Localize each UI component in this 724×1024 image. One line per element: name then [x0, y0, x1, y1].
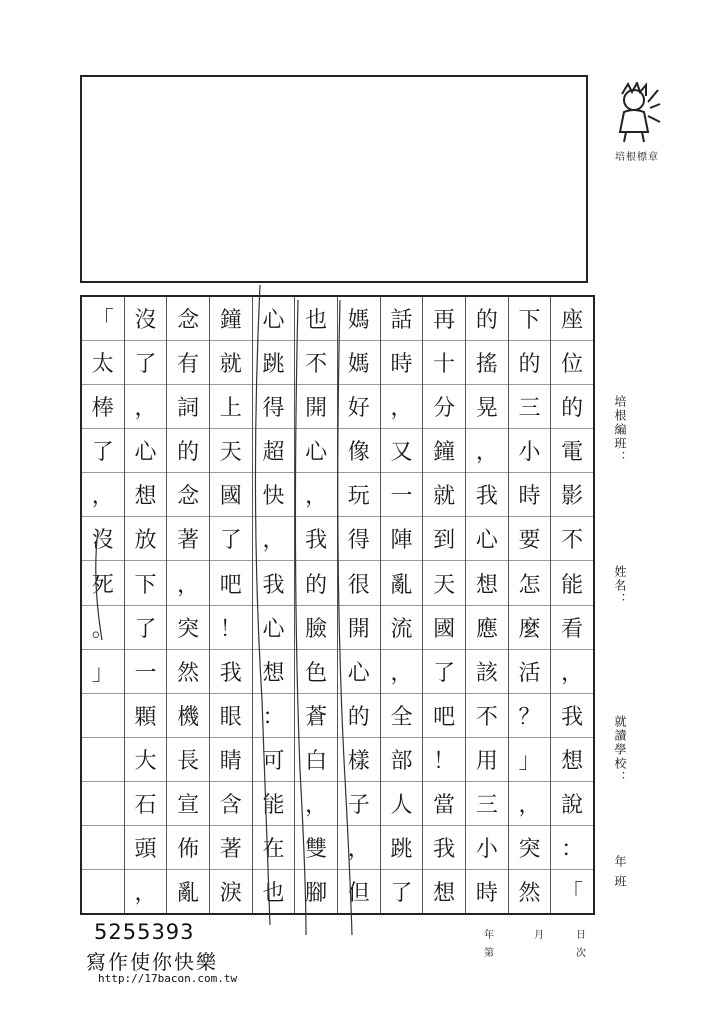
- essay-cell: ？: [509, 693, 551, 737]
- essay-cell: 沒: [134, 308, 157, 334]
- essay-cell: 媽: [338, 340, 380, 384]
- essay-cell: 得: [338, 516, 380, 560]
- essay-cell: 就: [210, 340, 252, 384]
- essay-cell: 的: [295, 560, 337, 604]
- essay-cell: ，: [295, 472, 337, 516]
- essay-cell: 亂: [167, 869, 209, 913]
- essay-cell: 國: [423, 605, 465, 649]
- essay-cell: 的: [167, 428, 209, 472]
- footer-url: http://17bacon.com.tw: [98, 972, 238, 985]
- essay-cell: ，: [82, 472, 124, 516]
- date-day-label: 日: [576, 930, 586, 941]
- essay-cell: 天: [423, 560, 465, 604]
- essay-cell: 晃: [466, 384, 508, 428]
- essay-cell: 要: [509, 516, 551, 560]
- essay-cell: 人: [381, 781, 423, 825]
- essay-cell: 睛: [210, 737, 252, 781]
- essay-cell: 三: [466, 781, 508, 825]
- essay-cell: 應: [466, 605, 508, 649]
- essay-cell: 不: [295, 340, 337, 384]
- essay-cell: 好: [338, 384, 380, 428]
- essay-cell: 心: [466, 516, 508, 560]
- essay-cell: 跳: [381, 825, 423, 869]
- essay-cell: 我: [466, 472, 508, 516]
- essay-cell: 就: [423, 472, 465, 516]
- essay-cell: [82, 737, 124, 781]
- essay-cell: [82, 693, 124, 737]
- essay-cell: ，: [125, 869, 167, 913]
- essay-cell: 心: [295, 428, 337, 472]
- essay-cell: 也: [253, 869, 295, 913]
- essay-cell: 三: [509, 384, 551, 428]
- essay-cell: 很: [338, 560, 380, 604]
- essay-cell: 了: [381, 869, 423, 913]
- essay-column: [209, 297, 252, 913]
- essay-cell: 超: [253, 428, 295, 472]
- essay-cell: [82, 869, 124, 913]
- essay-cell: 心: [338, 649, 380, 693]
- essay-cell: 像: [338, 428, 380, 472]
- essay-cell: 話: [390, 308, 413, 334]
- date-month-label: 月: [534, 930, 544, 941]
- essay-cell: 搖: [466, 340, 508, 384]
- session-ci-label: 次: [576, 948, 586, 959]
- essay-cell: 吧: [210, 560, 252, 604]
- essay-cell: 雙: [295, 825, 337, 869]
- essay-column: [82, 297, 124, 913]
- essay-cell: 小: [466, 825, 508, 869]
- essay-cell: 在: [253, 825, 295, 869]
- essay-cell: 放: [125, 516, 167, 560]
- essay-grid: [80, 295, 595, 915]
- essay-cell: 著: [210, 825, 252, 869]
- essay-column: [166, 297, 209, 913]
- essay-cell: 分: [423, 384, 465, 428]
- class-label: 培根編班：: [613, 395, 627, 465]
- essay-cell: 。: [82, 605, 124, 649]
- essay-cell: 陣: [381, 516, 423, 560]
- essay-cell: 的: [551, 384, 593, 428]
- essay-cell: 活: [509, 649, 551, 693]
- essay-cell: 影: [551, 472, 593, 516]
- essay-cell: 下: [125, 560, 167, 604]
- essay-cell: 我: [253, 560, 295, 604]
- essay-cell: 石: [125, 781, 167, 825]
- essay-cell: 可: [253, 737, 295, 781]
- essay-cell: ，: [509, 781, 551, 825]
- essay-cell: 機: [167, 693, 209, 737]
- essay-cell: 說: [551, 781, 593, 825]
- essay-cell: ，: [466, 428, 508, 472]
- essay-cell: 但: [338, 869, 380, 913]
- essay-cell: 棒: [82, 384, 124, 428]
- essay-cell: 大: [125, 737, 167, 781]
- essay-cell: 心: [262, 308, 285, 334]
- essay-cell: 到: [423, 516, 465, 560]
- essay-cell: 玩: [338, 472, 380, 516]
- essay-cell: 全: [381, 693, 423, 737]
- essay-cell: ！: [423, 737, 465, 781]
- essay-column: [124, 297, 167, 913]
- essay-cell: 念: [177, 308, 200, 334]
- essay-cell: 了: [125, 605, 167, 649]
- stamp-label: 培根標章: [615, 152, 659, 163]
- essay-cell: 十: [423, 340, 465, 384]
- essay-cell: 再: [433, 308, 456, 334]
- essay-column: [380, 297, 423, 913]
- essay-cell: 想: [551, 737, 593, 781]
- essay-cell: 」: [509, 737, 551, 781]
- date-year-label: 年: [484, 930, 494, 941]
- essay-column: [465, 297, 508, 913]
- essay-cell: 鐘: [423, 428, 465, 472]
- essay-cell: 詞: [167, 384, 209, 428]
- essay-cell: [82, 781, 124, 825]
- essay-cell: 臉: [295, 605, 337, 649]
- essay-cell: 當: [423, 781, 465, 825]
- essay-cell: ，: [381, 384, 423, 428]
- essay-cell: 心: [125, 428, 167, 472]
- essay-cell: 不: [466, 693, 508, 737]
- essay-cell: 想: [466, 560, 508, 604]
- essay-cell: 上: [210, 384, 252, 428]
- essay-cell: 跳: [253, 340, 295, 384]
- essay-column: [294, 297, 337, 913]
- teacher-comment-box: [80, 75, 588, 283]
- essay-cell: ，: [338, 825, 380, 869]
- essay-cell: 有: [167, 340, 209, 384]
- essay-cell: 了: [423, 649, 465, 693]
- footer-slogan: 寫作使你快樂: [86, 950, 218, 974]
- essay-cell: 座: [561, 308, 584, 334]
- essay-cell: 位: [551, 340, 593, 384]
- essay-cell: 開: [295, 384, 337, 428]
- essay-cell: 國: [210, 472, 252, 516]
- essay-cell: 亂: [381, 560, 423, 604]
- essay-cell: 媽: [347, 308, 370, 334]
- essay-cell: 了: [82, 428, 124, 472]
- essay-cell: 能: [253, 781, 295, 825]
- essay-cell: 開: [338, 605, 380, 649]
- essay-cell: 電: [551, 428, 593, 472]
- essay-cell: 我: [551, 693, 593, 737]
- essay-cell: 顆: [125, 693, 167, 737]
- essay-cell: 含: [210, 781, 252, 825]
- essay-cell: 該: [466, 649, 508, 693]
- essay-cell: 的: [475, 308, 498, 334]
- essay-cell: 「: [91, 308, 114, 334]
- essay-cell: 看: [551, 605, 593, 649]
- essay-cell: 想: [253, 649, 295, 693]
- essay-cell: 下: [518, 308, 541, 334]
- essay-cell: ，: [551, 649, 593, 693]
- essay-cell: 色: [295, 649, 337, 693]
- essay-cell: 時: [381, 340, 423, 384]
- essay-cell: 的: [509, 340, 551, 384]
- essay-cell: 心: [253, 605, 295, 649]
- essay-cell: 的: [338, 693, 380, 737]
- essay-cell: 得: [253, 384, 295, 428]
- essay-cell: 死: [82, 560, 124, 604]
- grade-label: 年 班: [613, 855, 627, 889]
- essay-cell: 我: [210, 649, 252, 693]
- essay-cell: 部: [381, 737, 423, 781]
- essay-cell: 一: [125, 649, 167, 693]
- essay-cell: 突: [509, 825, 551, 869]
- essay-cell: 了: [210, 516, 252, 560]
- essay-cell: 然: [167, 649, 209, 693]
- essay-column: [508, 297, 551, 913]
- essay-cell: 又: [381, 428, 423, 472]
- essay-cell: 念: [167, 472, 209, 516]
- essay-cell: 我: [295, 516, 337, 560]
- essay-cell: 時: [466, 869, 508, 913]
- essay-cell: 」: [82, 649, 124, 693]
- essay-cell: ，: [381, 649, 423, 693]
- essay-cell: 想: [423, 869, 465, 913]
- essay-cell: ！: [210, 605, 252, 649]
- session-di-label: 第: [484, 948, 494, 959]
- essay-cell: 了: [125, 340, 167, 384]
- essay-cell: 腳: [295, 869, 337, 913]
- essay-cell: 麼: [509, 605, 551, 649]
- essay-cell: 白: [295, 737, 337, 781]
- essay-cell: 宣: [167, 781, 209, 825]
- essay-cell: 鐘: [219, 308, 242, 334]
- essay-cell: 然: [509, 869, 551, 913]
- essay-cell: 想: [125, 472, 167, 516]
- essay-cell: 著: [167, 516, 209, 560]
- footer-phone: 5255393: [94, 920, 195, 944]
- name-label: 姓名：: [613, 565, 627, 607]
- essay-cell: 快: [253, 472, 295, 516]
- essay-cell: ，: [295, 781, 337, 825]
- essay-cell: 時: [509, 472, 551, 516]
- essay-cell: 沒: [82, 516, 124, 560]
- essay-cell: 吧: [423, 693, 465, 737]
- essay-column: [337, 297, 380, 913]
- essay-cell: ，: [125, 384, 167, 428]
- essay-cell: 一: [381, 472, 423, 516]
- essay-cell: 佈: [167, 825, 209, 869]
- essay-cell: 長: [167, 737, 209, 781]
- essay-cell: 蒼: [295, 693, 337, 737]
- essay-cell: 突: [167, 605, 209, 649]
- essay-column: [252, 297, 295, 913]
- essay-cell: [82, 825, 124, 869]
- essay-cell: 我: [423, 825, 465, 869]
- essay-cell: 流: [381, 605, 423, 649]
- essay-cell: 樣: [338, 737, 380, 781]
- essay-cell: 小: [509, 428, 551, 472]
- essay-cell: ：: [551, 825, 593, 869]
- essay-cell: 子: [338, 781, 380, 825]
- essay-cell: 頭: [125, 825, 167, 869]
- school-label: 就讀學校：: [613, 715, 627, 785]
- essay-column: [550, 297, 593, 913]
- essay-cell: 不: [551, 516, 593, 560]
- essay-cell: ，: [167, 560, 209, 604]
- essay-column: [422, 297, 465, 913]
- bacon-stamp-icon: [604, 82, 664, 144]
- essay-cell: ：: [253, 693, 295, 737]
- essay-cell: 也: [305, 308, 328, 334]
- essay-cell: ，: [253, 516, 295, 560]
- essay-cell: 怎: [509, 560, 551, 604]
- essay-cell: 眼: [210, 693, 252, 737]
- essay-cell: 用: [466, 737, 508, 781]
- essay-cell: 天: [210, 428, 252, 472]
- essay-cell: 太: [82, 340, 124, 384]
- essay-cell: 能: [551, 560, 593, 604]
- essay-cell: 「: [551, 869, 593, 913]
- essay-cell: 淚: [210, 869, 252, 913]
